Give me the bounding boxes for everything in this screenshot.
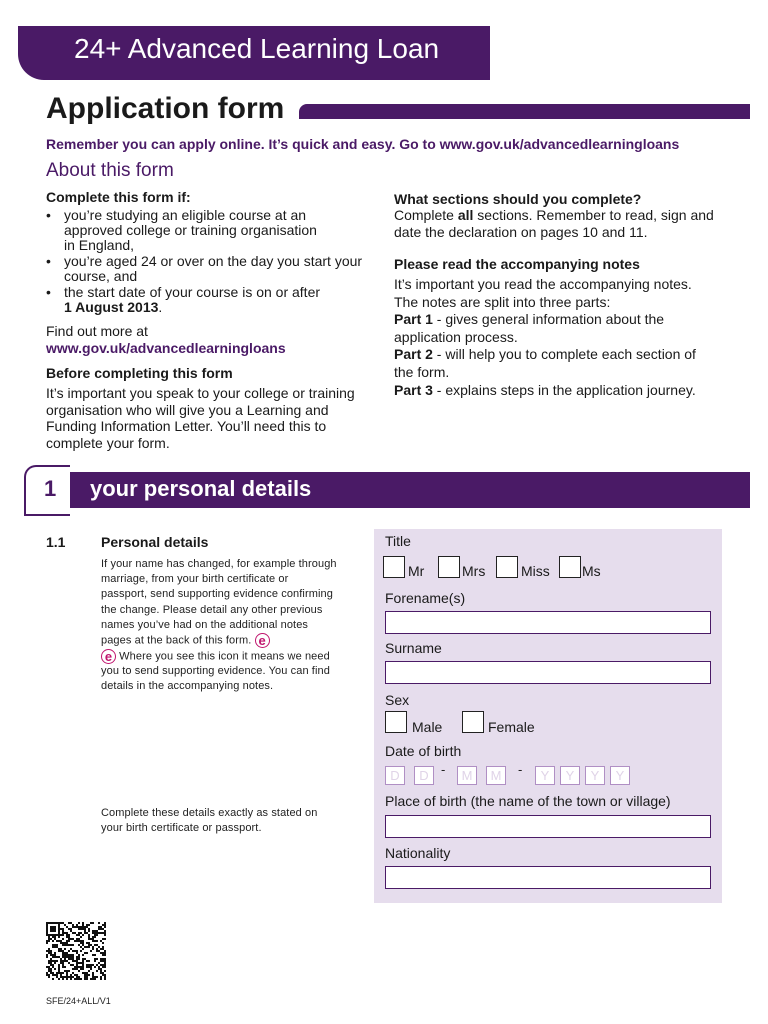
- title-ms-checkbox[interactable]: [559, 556, 581, 578]
- title-decoration-bar: [299, 104, 750, 119]
- text-line: the form.: [394, 363, 450, 380]
- nationality-field[interactable]: [385, 866, 711, 889]
- text-run: Complete: [394, 207, 458, 223]
- before-heading: Before completing this form: [46, 365, 233, 381]
- section-number: 1: [44, 476, 57, 501]
- dob-year-digit-1[interactable]: Y: [535, 766, 555, 785]
- title-miss-checkbox[interactable]: [496, 556, 518, 578]
- sex-female-checkbox[interactable]: [462, 711, 484, 733]
- online-apply-note: Remember you can apply online. It’s quick and easy. Go to www.gov.uk/advancedlearningloans: [46, 136, 680, 152]
- title-mrs-label: Mrs: [462, 563, 486, 579]
- sex-label: Sex: [385, 692, 410, 708]
- part-label: Part 3: [394, 381, 433, 398]
- bullet-dot: •: [46, 284, 51, 300]
- before-paragraph: [46, 385, 376, 451]
- dob-year-digit-2[interactable]: Y: [560, 766, 580, 785]
- subsection-title: Personal details: [101, 534, 209, 550]
- text-line: organisation who will give you a Learning and: [46, 401, 329, 418]
- section-title: your personal details: [90, 476, 312, 501]
- text-line: Complete these details exactly as stated on: [101, 807, 318, 819]
- sex-female-label: Female: [488, 719, 535, 735]
- title-ms-label: Ms: [582, 563, 601, 579]
- qr-code: [46, 922, 106, 980]
- evidence-icon: e: [101, 649, 116, 664]
- bullet-dot: •: [46, 207, 51, 223]
- text-line: It’s important you read the accompanying notes.: [394, 276, 692, 292]
- dob-day-digit-1[interactable]: D: [385, 766, 405, 785]
- place-of-birth-label: Place of birth (the name of the town or village): [385, 793, 671, 809]
- sections-paragraph: [394, 207, 744, 240]
- dob-year-digit-3[interactable]: Y: [585, 766, 605, 785]
- exact-details-note: [101, 806, 361, 836]
- dob-separator: -: [441, 762, 446, 777]
- bullet-line: you’re studying an eligible course at an: [64, 207, 307, 223]
- text-line: date the declaration on pages 10 and 11.: [394, 223, 648, 240]
- text-line: the change. Please detail any other previous: [101, 603, 323, 616]
- bullet-line: in England,: [64, 237, 135, 253]
- surname-label: Surname: [385, 640, 442, 656]
- start-date: 1 August 2013: [64, 299, 159, 315]
- sex-male-label: Male: [412, 719, 443, 735]
- part-label: Part 1: [394, 311, 433, 328]
- text-run: - gives general information about the: [432, 311, 665, 328]
- text-run: - will help you to complete each section of: [432, 346, 696, 363]
- dob-separator: -: [518, 762, 523, 777]
- text-line: Where you see this icon it means we need: [119, 650, 330, 663]
- bullet-line: course, and: [64, 268, 138, 284]
- title-mr-checkbox[interactable]: [383, 556, 405, 578]
- dob-year-digit-4[interactable]: Y: [610, 766, 630, 785]
- bullet-line: you’re aged 24 or over on the day you start your: [64, 253, 363, 269]
- subsection-number: 1.1: [46, 534, 66, 550]
- evidence-icon: e: [255, 633, 270, 648]
- about-heading: About this form: [46, 160, 174, 181]
- surname-field[interactable]: [385, 661, 711, 684]
- text-line: your birth certificate or passport.: [101, 822, 262, 835]
- notes-heading: Please read the accompanying notes: [394, 256, 640, 272]
- text-line: If your name has changed, for example through: [101, 558, 337, 570]
- bullet-line: approved college or training organisation: [64, 222, 317, 238]
- complete-if-heading: Complete this form if:: [46, 189, 191, 205]
- nationality-label: Nationality: [385, 845, 451, 861]
- notes-paragraph: [394, 276, 744, 399]
- text-line: pages at the back of this form.: [101, 634, 252, 647]
- text-line: It’s important you speak to your college or training: [46, 385, 355, 401]
- text-line: names you’ve had on the additional notes: [101, 618, 309, 631]
- gov-link[interactable]: www.gov.uk/advancedlearningloans: [46, 340, 286, 356]
- find-out-more-text: Find out more at: [46, 323, 148, 339]
- sex-male-checkbox[interactable]: [385, 711, 407, 733]
- forename-label: Forename(s): [385, 590, 466, 606]
- text-line: you to send supporting evidence. You can find: [101, 665, 330, 678]
- dob-day-digit-2[interactable]: D: [414, 766, 434, 785]
- form-reference-code: SFE/24+ALL/V1: [46, 996, 111, 1006]
- text-run: sections. Remember to read, sign and: [473, 207, 714, 223]
- text-line: passport, send supporting evidence confirming: [101, 588, 333, 601]
- banner-title: 24+ Advanced Learning Loan: [74, 33, 440, 64]
- title-mr-label: Mr: [408, 563, 425, 579]
- title-label: Title: [385, 533, 411, 549]
- text-line: The notes are split into three parts:: [394, 293, 611, 310]
- text-run-bold: all: [457, 207, 474, 223]
- page-title: Application form: [46, 92, 285, 125]
- text-line: marriage, from your birth certificate or: [101, 573, 289, 586]
- bullet-dot: •: [46, 253, 51, 269]
- sections-heading: What sections should you complete?: [394, 191, 642, 207]
- text-line: Funding Information Letter. You’ll need this to: [46, 418, 327, 434]
- bullet-line: the start date of your course is on or after: [64, 284, 321, 300]
- title-mrs-checkbox[interactable]: [438, 556, 460, 578]
- text-line: complete your form.: [46, 434, 170, 451]
- dob-label: Date of birth: [385, 743, 462, 759]
- dob-month-digit-2[interactable]: M: [486, 766, 506, 785]
- dob-month-digit-1[interactable]: M: [457, 766, 477, 785]
- title-miss-label: Miss: [521, 563, 550, 579]
- bullet-end: .: [158, 299, 163, 315]
- name-change-note: [101, 557, 361, 695]
- part-label: Part 2: [394, 346, 433, 363]
- text-line: details in the accompanying notes.: [101, 680, 274, 693]
- forename-field[interactable]: [385, 611, 711, 634]
- text-run: - explains steps in the application journey.: [432, 381, 696, 398]
- text-line: application process.: [394, 328, 518, 345]
- place-of-birth-field[interactable]: [385, 815, 711, 838]
